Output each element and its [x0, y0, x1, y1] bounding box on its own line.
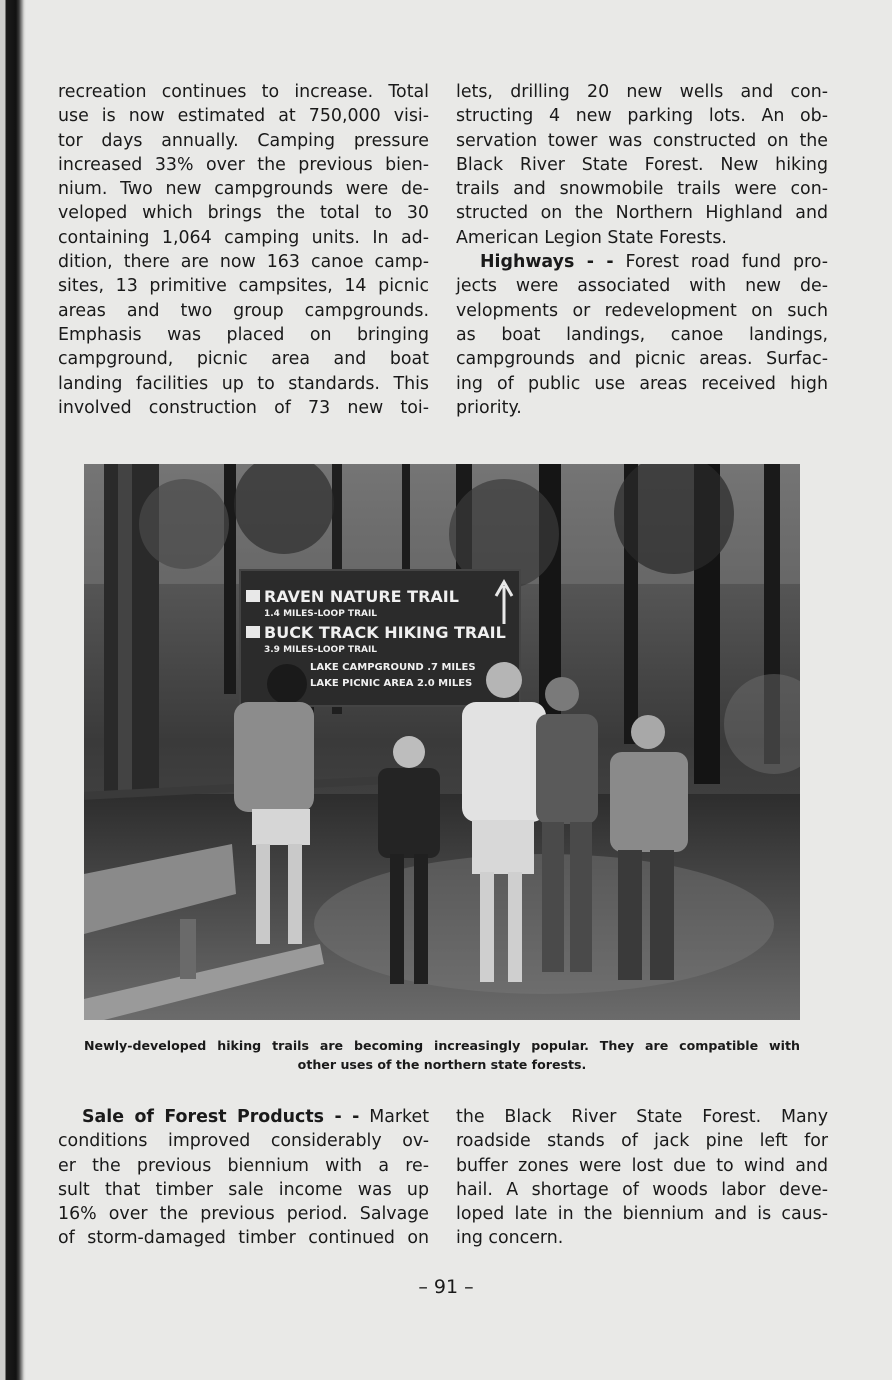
page-number: – 91 – [418, 1276, 474, 1298]
sign-line-4: 3.9 MILES-LOOP TRAIL [264, 645, 378, 655]
text-line: use is now estimated at 750,000 visi- [58, 106, 429, 127]
highways-paragraph-start [456, 250, 828, 274]
page-binding-edge [0, 0, 26, 1380]
text-line: increased 33% over the previous bien- [58, 154, 429, 175]
text-line: sites, 13 primitive campsites, 14 picnic [58, 276, 429, 297]
sign-line-2: 1.4 MILES-LOOP TRAIL [264, 609, 378, 619]
text-line: campground, picnic area and boat [58, 349, 429, 370]
text-line: dition, there are now 163 canoe camp- [58, 252, 429, 273]
text-line: servation tower was constructed on the [456, 130, 828, 151]
text-line: trails and snowmobile trails were con- [456, 179, 828, 200]
text-line: structing 4 new parking lots. An ob- [456, 106, 828, 127]
text-line: priority. [456, 397, 522, 418]
text-line: roadside stands of jack pine left for [456, 1131, 828, 1152]
text-line: veloped which brings the total to 30 [58, 203, 429, 224]
text-line: sult that timber sale income was up [58, 1179, 429, 1200]
text-line: conditions improved considerably ov- [58, 1131, 429, 1152]
text-fragment: Forest road fund pro- [625, 252, 829, 273]
sign-line-3: BUCK TRACK HIKING TRAIL [264, 623, 506, 642]
text-line: er the previous biennium with a re- [58, 1155, 429, 1176]
sale-paragraph-start [58, 1105, 429, 1129]
text-line: Black River State Forest. New hiking [456, 154, 828, 175]
text-column-top-right [456, 80, 828, 420]
text-line: structed on the Northern Highland and [456, 203, 828, 224]
text-column-top-left [58, 80, 429, 420]
text-column-bottom-right [456, 1105, 828, 1251]
text-line: containing 1,064 camping units. In ad- [58, 227, 429, 248]
text-fragment: Market [369, 1107, 430, 1127]
text-line: Emphasis was placed on bringing [58, 324, 429, 345]
highways-heading: Highways - - [480, 252, 614, 273]
sign-line-5: LAKE CAMPGROUND .7 MILES [310, 662, 476, 673]
photo-caption [84, 1036, 800, 1074]
text-line: tor days annually. Camping pressure [58, 130, 429, 151]
text-line: jects were associated with new de- [456, 276, 828, 297]
text-column-bottom-left [58, 1105, 429, 1251]
sign-line-1: RAVEN NATURE TRAIL [264, 587, 459, 606]
text-line: ing concern. [456, 1228, 564, 1249]
sale-heading: Sale of Forest Products - - [82, 1107, 360, 1127]
caption-line-2: other uses of the northern state forests. [297, 1057, 587, 1072]
text-line: hail. A shortage of woods labor deve- [456, 1179, 828, 1200]
text-line: areas and two group campgrounds. [58, 300, 429, 321]
text-line: loped late in the biennium and is caus- [456, 1204, 828, 1225]
text-line: recreation continues to increase. Total [58, 82, 429, 102]
text-line: as boat landings, canoe landings, [456, 324, 828, 345]
text-line: campgrounds and picnic areas. Surfac- [456, 349, 828, 370]
text-line: American Legion State Forests. [456, 227, 727, 248]
text-line: ing of public use areas received high [456, 373, 828, 394]
text-line: velopments or redevelopment on such [456, 300, 828, 321]
text-line: of storm-damaged timber continued on [58, 1228, 429, 1249]
text-line: nium. Two new campgrounds were de- [58, 179, 429, 200]
text-line: the Black River State Forest. Many [456, 1107, 828, 1127]
caption-line-1: Newly-developed hiking trails are becoming increasingly popular. They are compatible with [84, 1038, 800, 1053]
text-line: involved construction of 73 new toi- [58, 397, 429, 418]
text-line: landing facilities up to standards. This [58, 373, 429, 394]
text-line: lets, drilling 20 new wells and con- [456, 82, 828, 102]
text-line: buffer zones were lost due to wind and [456, 1155, 828, 1176]
trail-sign-photo [84, 464, 800, 1020]
sign-line-6: LAKE PICNIC AREA 2.0 MILES [310, 678, 473, 689]
text-line: 16% over the previous period. Salvage [58, 1204, 429, 1225]
